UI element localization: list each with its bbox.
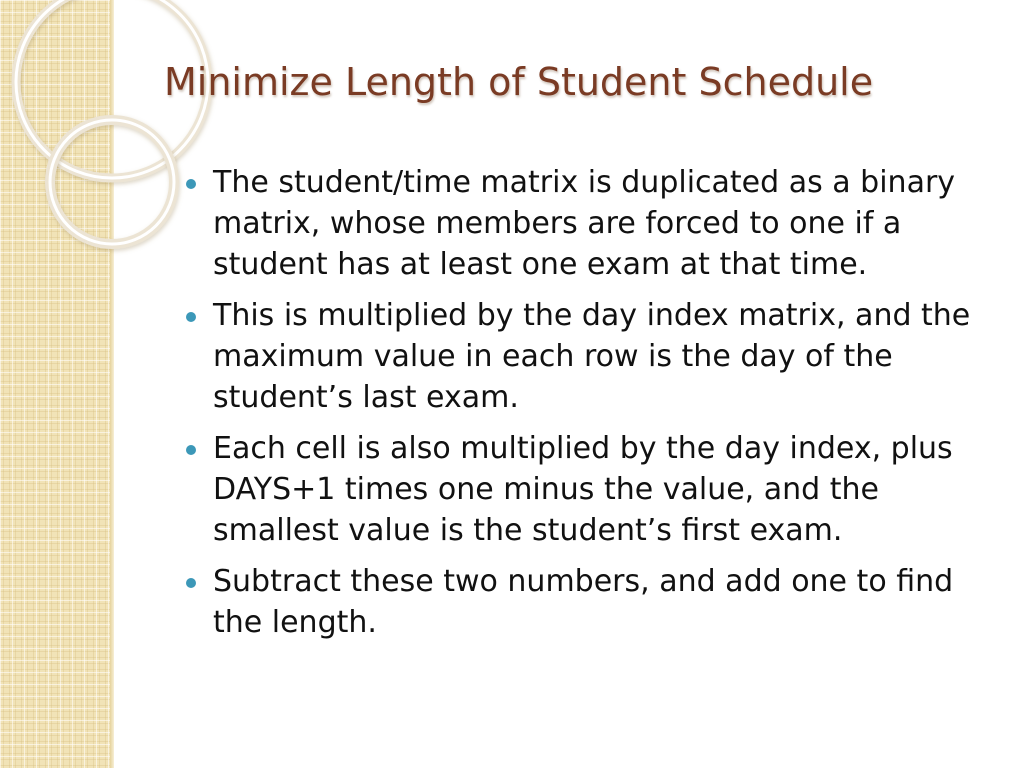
bullet-marker-icon (186, 445, 196, 455)
bullet-item (186, 295, 996, 418)
bullet-list (186, 162, 996, 653)
bullet-item (186, 428, 996, 551)
decorative-rings-icon (0, 0, 200, 300)
bullet-text: Each cell is also multiplied by the day index, plus DAYS+1 times one minus the value, and the smallest value is the student’s first exam. (213, 431, 953, 548)
bullet-text: Subtract these two numbers, and add one to find the length. (213, 564, 954, 640)
bullet-marker-icon (186, 179, 196, 189)
bullet-text: The student/time matrix is duplicated as a binary matrix, whose members are forced to one if a student has at least one exam at that time. (213, 165, 956, 282)
bullet-text: This is multiplied by the day index matrix, and the maximum value in each row is the day of the student’s last exam. (213, 298, 971, 415)
slide-title: Minimize Length of Student Schedule (164, 60, 874, 104)
bullet-marker-icon (186, 578, 196, 588)
bullet-item (186, 162, 996, 285)
bullet-marker-icon (186, 312, 196, 322)
bullet-item (186, 561, 996, 643)
